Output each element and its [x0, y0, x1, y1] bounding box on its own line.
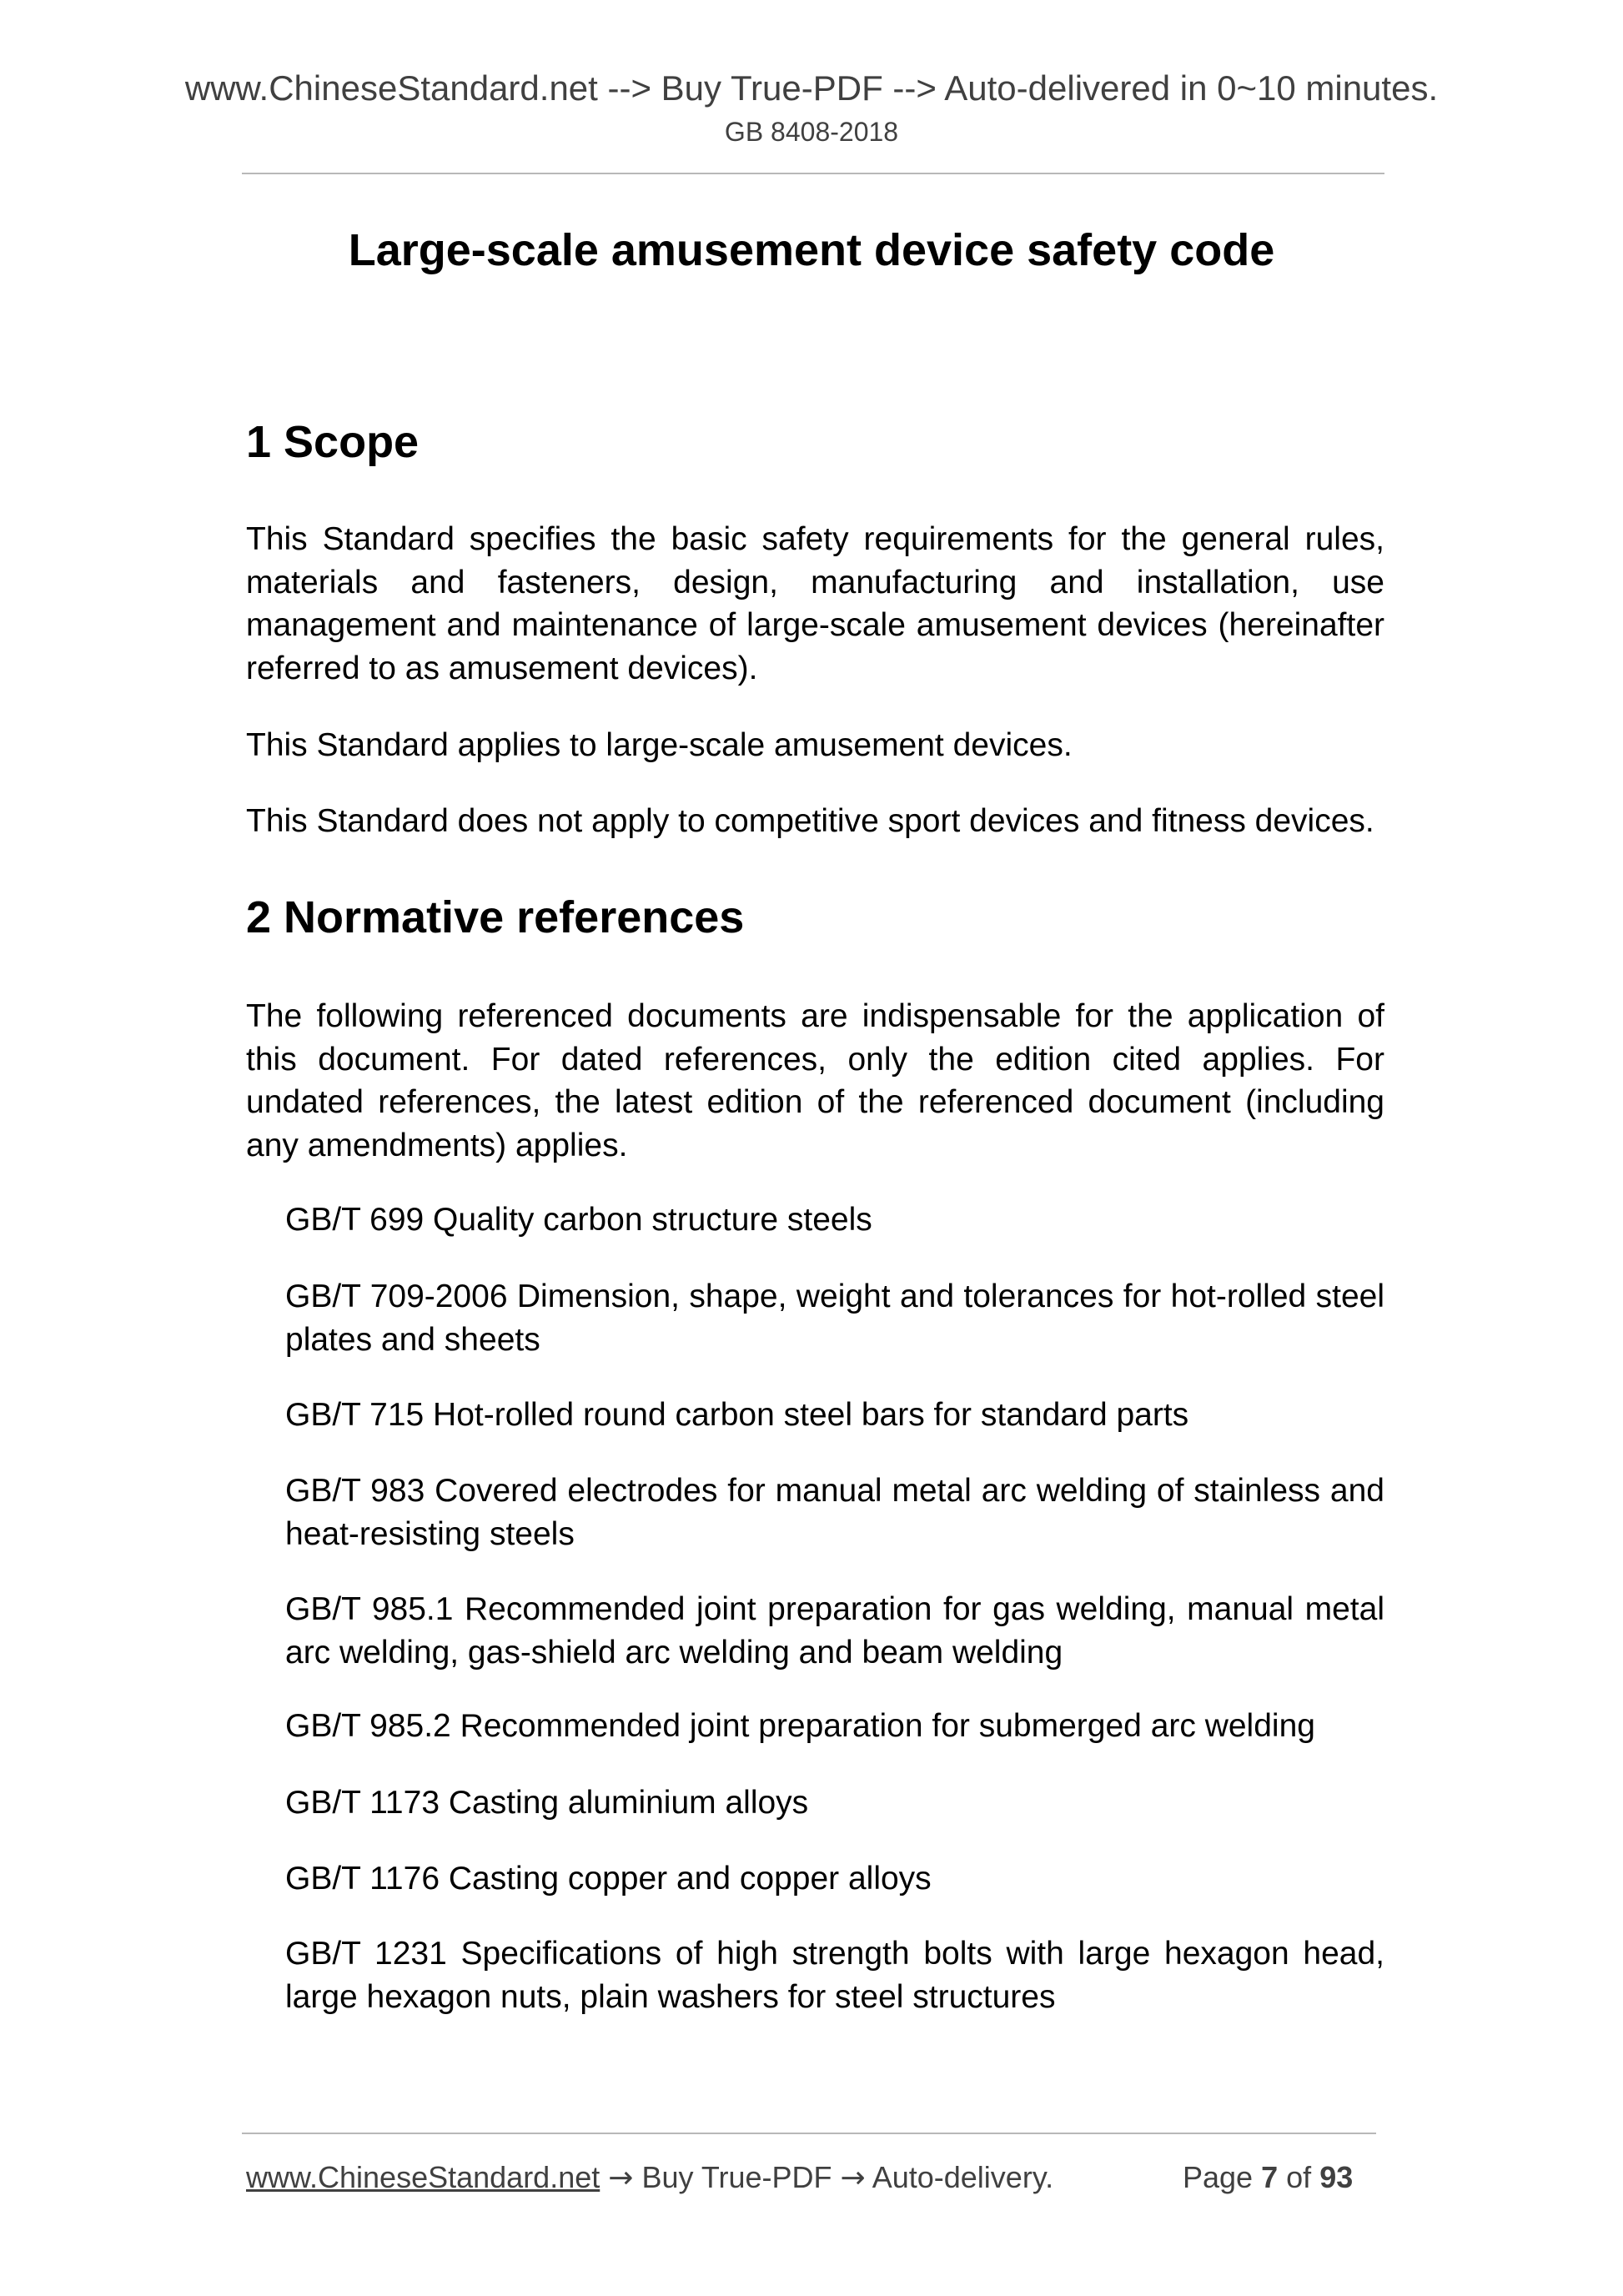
reference-item: GB/T 1173 Casting aluminium alloys: [285, 1785, 809, 1821]
reference-item: GB/T 1231 Specifications of high strength bolts with large hexagon head, large hexagon nuts, plain washers for steel structures: [285, 1936, 1384, 2015]
footer-delivery-text: Auto-delivery.: [872, 2160, 1054, 2194]
of-label: of: [1286, 2160, 1312, 2194]
page-indicator: [1183, 2158, 1353, 2197]
scope-paragraph: This Standard applies to large-scale amusement devices.: [246, 727, 1073, 763]
reference-item: GB/T 709-2006 Dimension, shape, weight and tolerances for hot-rolled steel plates and sheets: [285, 1279, 1384, 1358]
normative-references-intro: The following referenced documents are indispensable for the application of this document. For dated references, only the edition cited applies. For undated references, the latest edition of the referenced document (including any amendments) applies.: [246, 998, 1384, 1163]
document-title: Large-scale amusement device safety code: [348, 225, 1275, 275]
scope-paragraph: This Standard does not apply to competitive sport devices and fitness devices.: [246, 803, 1374, 839]
reference-item: GB/T 699 Quality carbon structure steels: [285, 1202, 872, 1238]
footer-website-link[interactable]: www.ChineseStandard.net: [246, 2160, 600, 2194]
page-number: 7: [1261, 2160, 1279, 2194]
header-standard-number: GB 8408-2018: [724, 117, 899, 147]
reference-item: GB/T 985.2 Recommended joint preparation for submerged arc welding: [285, 1708, 1315, 1744]
right-arrow-icon: →: [608, 2161, 634, 2195]
reference-item: GB/T 983 Covered electrodes for manual metal arc welding of stainless and heat-resisting steels: [285, 1473, 1384, 1552]
footer-buy-text: Buy True-PDF: [641, 2160, 832, 2194]
footer-divider: [242, 2133, 1376, 2134]
footer-promo: [246, 2158, 1053, 2198]
scope-paragraph: This Standard specifies the basic safety requirements for the general rules, materials and fasteners, design, manufacturing and installation, use management and maintenance of large-scale amusement devices (hereinafter referred to as amusement devices).: [246, 521, 1384, 686]
right-arrow-icon: →: [840, 2161, 866, 2195]
section-heading-scope: 1 Scope: [246, 417, 420, 467]
page-label: Page: [1183, 2160, 1254, 2194]
reference-item: GB/T 1176 Casting copper and copper alloys: [285, 1861, 932, 1897]
reference-item: GB/T 985.1 Recommended joint preparation for gas welding, manual metal arc welding, gas-shield arc welding and beam welding: [285, 1591, 1384, 1671]
header-divider: [242, 173, 1384, 174]
reference-item: GB/T 715 Hot-rolled round carbon steel bars for standard parts: [285, 1397, 1189, 1433]
page-total: 93: [1319, 2160, 1354, 2194]
header-banner[interactable]: www.ChineseStandard.net --> Buy True-PDF --> Auto-delivered in 0~10 minutes.: [184, 68, 1439, 108]
section-heading-normative-references: 2 Normative references: [246, 892, 745, 942]
